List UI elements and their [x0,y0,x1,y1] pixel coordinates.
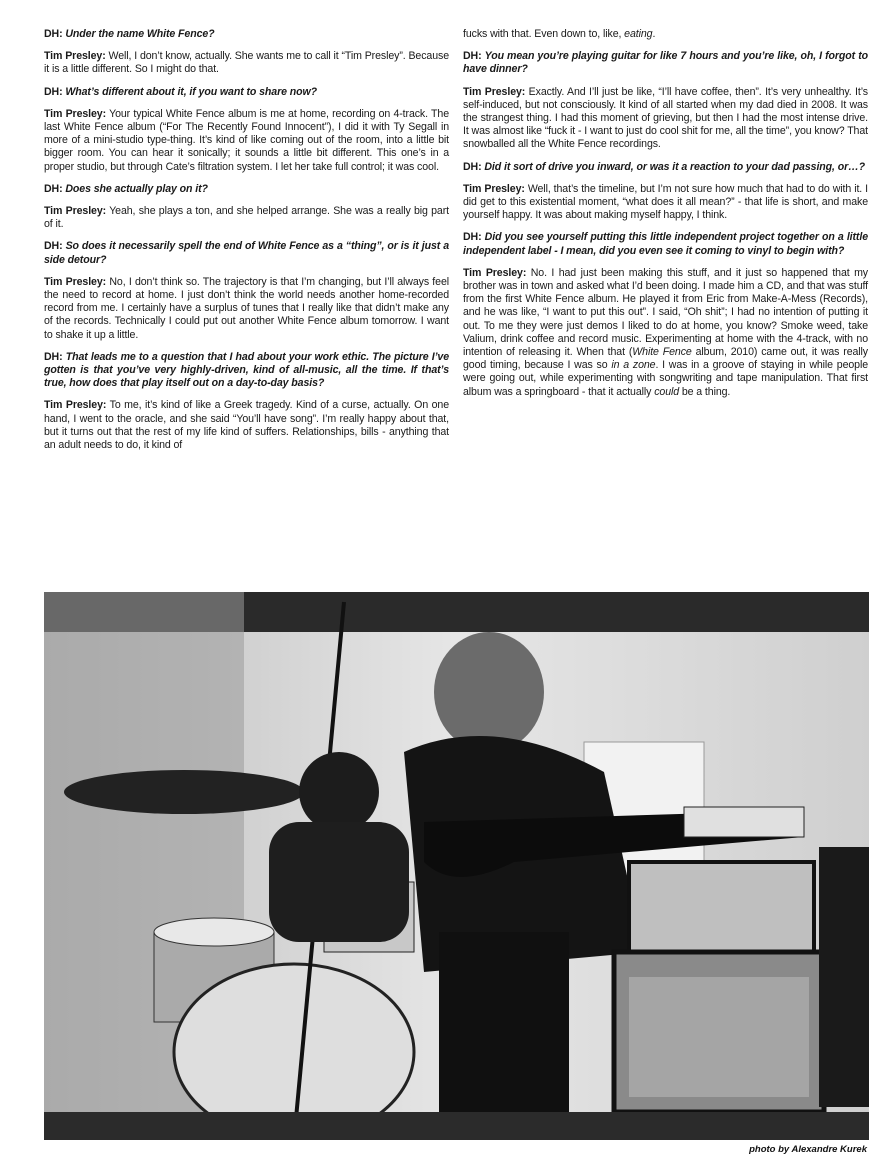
right-column [463,28,868,408]
question-8: DH: Did you see yourself putting this little independent project together on a little independent label - I mean, did you even see it coming to vinyl to begin with? [463,231,868,257]
question-2: DH: What’s different about it, if you want to share now? [44,85,317,98]
left-column [44,28,449,461]
photo-icon [44,592,869,1140]
question-3: DH: Does she actually play on it? [44,182,208,195]
question-5: DH: That leads me to a question that I had about your work ethic. The picture I’ve gotten is that you’ve very highly-driven, kind of all-music, all the time. If that’s true, how does that play itself out on a day-to-day basis? [44,350,450,390]
question-1: DH: Under the name White Fence? [44,28,215,40]
photo-credit: photo by Alexandre Kurek [749,1144,867,1155]
answer-3: Tim Presley: Yeah, she plays a ton, and she helped arrange. She was a really big part of it. [44,205,449,231]
answer-1: Tim Presley: Well, I don’t know, actually. She wants me to call it “Tim Presley”. Because it is a little different. So I might do that. [44,50,449,76]
answer-5: Tim Presley: To me, it’s kind of like a Greek tragedy. Kind of a curse, actually. On one hand, I went to the oracle, and she said “You’ll have song”. I’m really happy about that, but it turns out that the rest of my life kind of suffers. Relationships, bills - anything that an adult needs to do, it kind of [44,399,450,452]
answer-7: Tim Presley: Well, that’s the timeline, but I’m not sure how much that had to do with it. I did get to this existential moment, “what does it all mean?” - that life is short, and make yourself happy. It was about making myself happy, I think. [463,182,868,222]
question-4: DH: So does it necessarily spell the end of White Fence as a “thing”, or is it just a side detour? [44,240,450,266]
answer-6: Tim Presley: Exactly. And I’ll just be like, “I’ll have coffee, then”. It’s very unhealthy. It’s self-induced, but not consciously. It kind of all started when my dad died in 2008. It was the strangest thing. I had this moment of grieving, but then I had the most intense drive. It was almost like “fuck it - I want to just do cool shit for me, all the time”, you know? That snowballed all the White Fence recordings. [463,85,868,151]
question-7: DH: Did it sort of drive you inward, or was it a reaction to your dad passing, or…? [463,160,865,173]
answer-8: Tim Presley: No. I had just been making this stuff, and it just so happened that my brother was in town and asked what I’d been doing. I made him a CD, and that was stuff from the first White Fence album. He played it from Eric from Make-A-Mess (Records), and he was like, “I want to put this out”. I said, “Oh shit”; I had no intention of putting it out. To me they were just demos I liked to do at home, you know? Smoke weed, take Valium, drink coffee and record music. Experimenting at home with the 4-track, with no intention of releasing it. When that (White Fence album, 2010) came out, it was really good timing, because I was so in a zone. I was in a groove of staying in while people were going out, while experimenting with songwriting and tape manipulation. That first album was a springboard - that it actually could be a thing. [463,266,869,398]
band-photo [44,592,869,1140]
question-6: DH: You mean you’re playing guitar for like 7 hours and you’re like, oh, I forgot to have dinner? [463,50,869,76]
answer-2: Tim Presley: Your typical White Fence album is me at home, recording on 4-track. The last White Fence album (“For The Recently Found Innocent”), I did it with Ty Segall in more of a mini-studio type-thing. It’s kind of like coming out of the room, into a little bit bigger room. You can hear it sonically; it sounds a little bit different. This one’s in a proper studio, but through Cate’s filtration system. I let her take full control; it was cool. [44,107,449,173]
answer-5-continued: fucks with that. Even down to, like, eating. [463,28,656,40]
answer-4: Tim Presley: No, I don’t think so. The trajectory is that I’m changing, but I’ll always feel the need to record at home. I just don’t think the world needs another home-recorded record from me. I certainly have a surplus of tunes that I really like that didn’t make any of the records. Technically I could put out another White Fence album tomorrow. I want to shake it up a little. [44,275,449,341]
